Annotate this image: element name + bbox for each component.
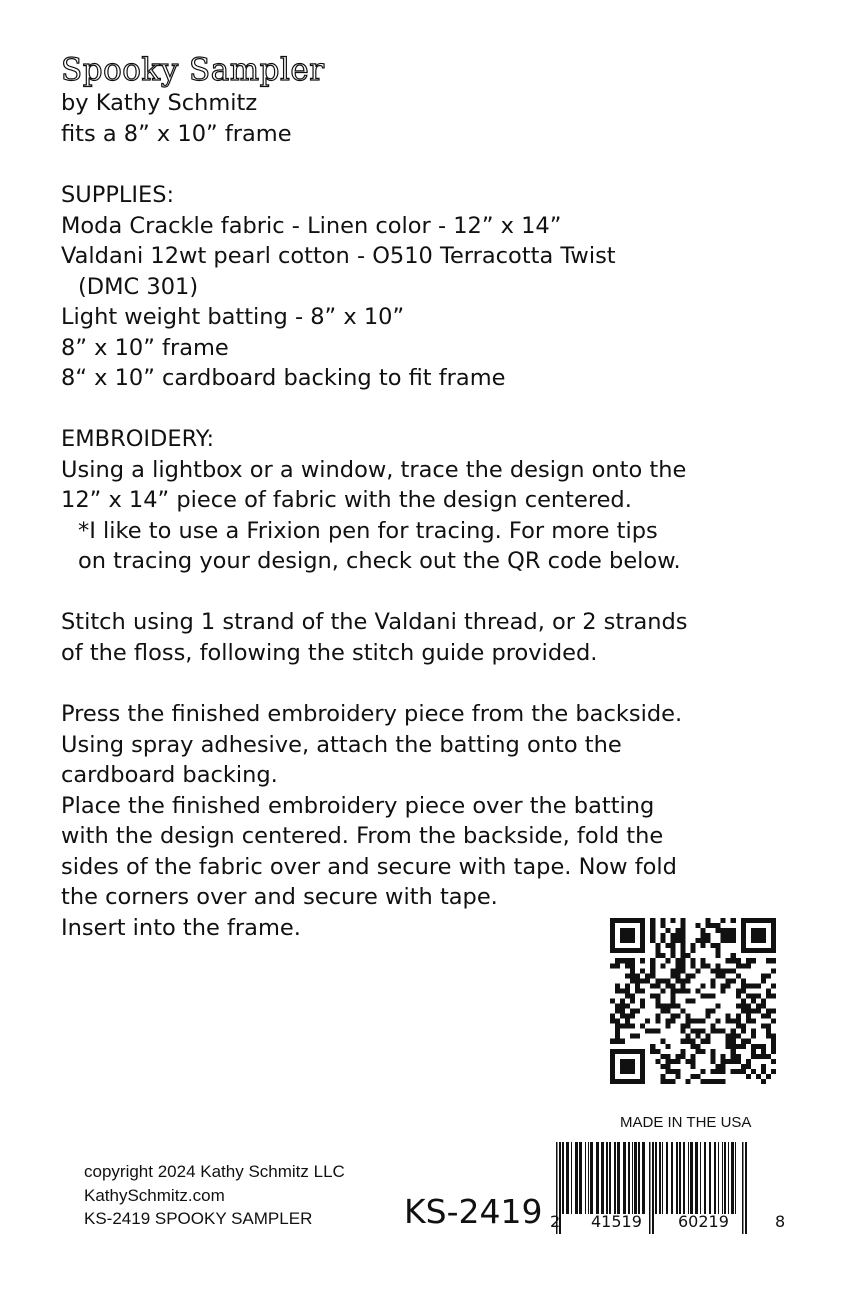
barcode-digit: 8 (775, 1212, 786, 1231)
supplies-heading: SUPPLIES: (61, 182, 175, 208)
website-link[interactable]: KathySchmitz.com (84, 1185, 225, 1205)
publisher-footer (84, 1160, 345, 1231)
instruction-line: cardboard backing. (61, 762, 278, 788)
sku-line: KS-2419 SPOOKY SAMPLER (84, 1209, 313, 1228)
header-block (61, 88, 292, 149)
qr-code-icon[interactable] (610, 918, 776, 1084)
instruction-line: Place the finished embroidery piece over the batting (61, 792, 655, 819)
supply-item: Light weight batting - 8” x 10” (61, 304, 405, 330)
instruction-line: with the design centered. From the backside, fold the (61, 823, 664, 849)
instruction-line: Press the finished embroidery piece from the backside. (61, 701, 683, 727)
instruction-line: Using spray adhesive, attach the batting onto the (61, 731, 622, 758)
stitch-section (61, 607, 688, 668)
copyright-line: copyright 2024 Kathy Schmitz LLC (84, 1162, 345, 1181)
embroidery-section (61, 424, 686, 577)
made-in-usa-label: MADE IN THE USA (620, 1114, 752, 1131)
finishing-section (61, 699, 682, 943)
embroidery-heading: EMBROIDERY: (61, 426, 215, 452)
barcode-digit: 60219 (678, 1212, 729, 1231)
supply-item: 8” x 10” frame (61, 334, 229, 361)
supply-item: Valdani 12wt pearl cotton - O510 Terracotta Twist (61, 243, 616, 269)
author-line: by Kathy Schmitz (61, 90, 258, 116)
barcode-digit: 41519 (591, 1212, 642, 1231)
pattern-title: Spooky Sampler (61, 52, 325, 88)
instruction-line: Insert into the frame. (61, 914, 301, 941)
instruction-line: of the floss, following the stitch guide provided. (61, 639, 598, 666)
frame-size-line: fits a 8” x 10” frame (61, 120, 292, 147)
barcode-digit: 2 (550, 1212, 561, 1231)
instruction-line: sides of the fabric over and secure with tape. Now fold (61, 853, 677, 880)
sku-number: KS-2419 (404, 1192, 543, 1231)
supply-item: Moda Crackle fabric - Linen color - 12” x 14” (61, 212, 562, 239)
instruction-line: the corners over and secure with tape. (61, 884, 498, 910)
instruction-line: Using a lightbox or a window, trace the design onto the (61, 456, 687, 483)
supply-item: (DMC 301) (78, 273, 199, 300)
tip-line: *I like to use a Frixion pen for tracing. For more tips (78, 517, 658, 544)
instruction-line: 12” x 14” piece of fabric with the design centered. (61, 487, 632, 513)
instruction-line: Stitch using 1 strand of the Valdani thread, or 2 strands (61, 609, 688, 635)
supplies-section (61, 180, 616, 394)
supply-item: 8“ x 10” cardboard backing to fit frame (61, 365, 506, 391)
tip-line: on tracing your design, check out the QR code below. (78, 548, 681, 574)
